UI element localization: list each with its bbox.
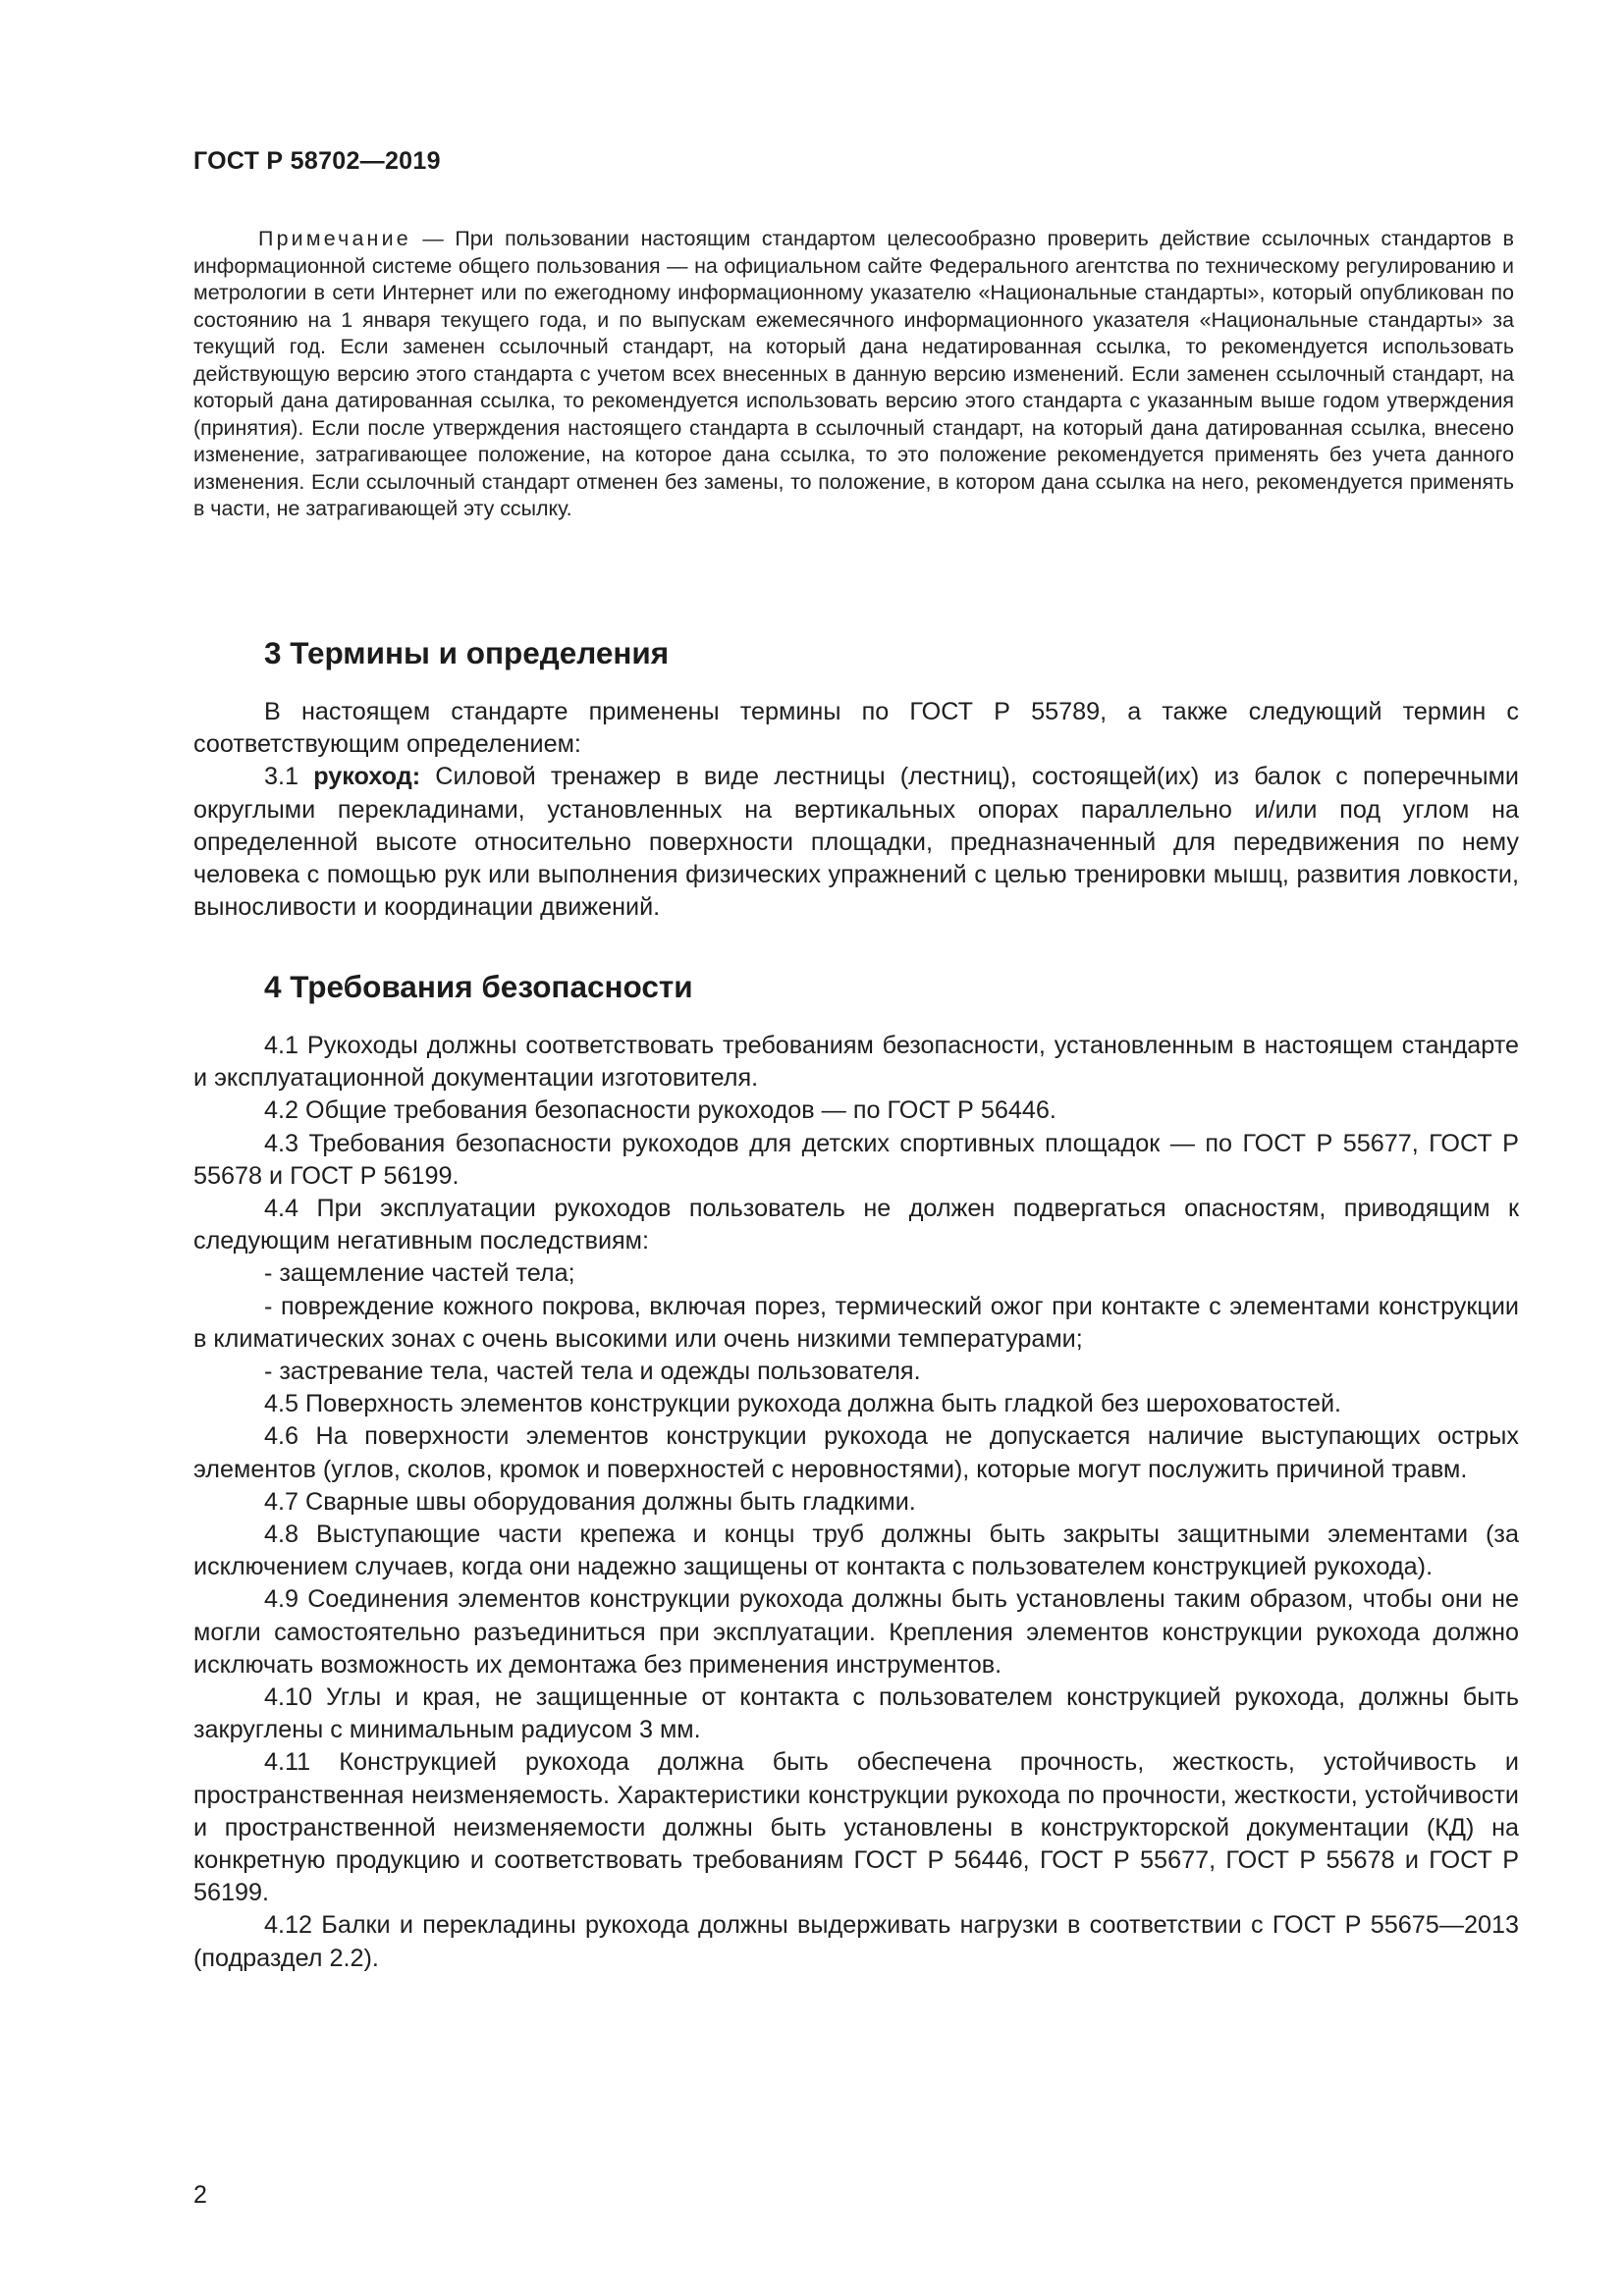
page-number: 2: [193, 2181, 207, 2209]
clause-4-11: 4.11 Конструкцией рукохода должна быть обеспечена прочность, жесткость, устойчивость и пространственная неизменяемость. Характеристики конструкции рукохода по прочности, жесткости, устойчивости и пространственной неизменяемости должны быть установлены в конструкторской документации (КД) на конкретную продукцию и соответствовать требованиям ГОСТ Р 56446, ГОСТ Р 55677, ГОСТ Р 55678 и ГОСТ Р 56199.: [193, 1748, 1519, 1907]
clause-4-12: 4.12 Балки и перекладины рукохода должны выдерживать нагрузки в соответствии с ГОСТ Р 55675—2013 (подраздел 2.2).: [193, 1911, 1519, 1972]
section-3: [193, 633, 1519, 924]
list-item: - застревание тела, частей тела и одежды пользователя.: [264, 1358, 921, 1386]
clause-4-9: 4.9 Соединения элементов конструкции рукохода должны быть установлены таким образом, чтобы они не могли самостоятельно разъединиться при эксплуатации. Крепления элементов конструкции рукохода должно исключать возможность их демонтажа без применения инструментов.: [193, 1585, 1519, 1679]
term-number: 3.1: [264, 763, 314, 791]
list-item: - защемление частей тела;: [264, 1259, 575, 1288]
clause-4-8: 4.8 Выступающие части крепежа и концы труб должны быть закрыты защитными элементами (за исключением случаев, когда они надежно защищены от контакта с пользователем конструкцией рукохода).: [193, 1521, 1519, 1581]
clause-4-10: 4.10 Углы и края, не защищенные от контакта с пользователем конструкцией рукохода, должны быть закруглены с минимальным радиусом 3 мм.: [193, 1683, 1519, 1744]
clause-4-4: 4.4 При эксплуатации рукоходов пользователь не должен подвергаться опасностям, приводящим к следующим негативным последствиям:: [193, 1195, 1519, 1255]
note-text: — При пользовании настоящим стандартом целесообразно проверить действие ссылочных стандартов в информационной системе общего пользования — на официальном сайте Федерального агентства по техническому регулированию и метрологии в сети Интернет или по ежегодному информационному указателю «Национальные стандарты», который опубликован по состоянию на 1 января текущего года, и по выпускам ежемесячного информационного указателя «Национальные стандарты» за текущий год. Если заменен ссылочный стандарт, на который дана недатированная ссылка, то рекомендуется использовать действующую версию этого стандарта с учетом всех внесенных в данную версию изменений. Если заменен ссылочный стандарт, на который дана датированная ссылка, то рекомендуется использовать версию этого стандарта с указанным выше годом утверждения (принятия). Если после утверждения настоящего стандарта в ссылочный стандарт, на который дана датированная ссылка, внесено изменение, затрагивающее положение, на которое дана ссылка, то это положение рекомендуется применять без учета данного изменения. Если ссылочный стандарт отменен без замены, то положение, в котором дана ссылка на него, рекомендуется применять в части, не затрагивающей эту ссылку.: [193, 227, 1514, 520]
term-name: рукоход:: [313, 763, 421, 791]
section-3-title: 3 Термины и определения: [264, 635, 670, 670]
term-definition-text: Силовой тренажер в виде лестницы (лестниц), состоящей(их) из балок с поперечными округлыми перекладинами, установленных на вертикальных опорах параллельно и/или под углом на определенной высоте относительно поверхности площадки, предназначенный для передвижения по нему человека с помощью рук или выполнения физических упражнений с целью тренировки мышц, развития ловкости, выносливости и координации движений.: [193, 763, 1519, 922]
clause-4-1: 4.1 Рукоходы должны соответствовать требованиям безопасности, установленным в настоящем стандарте и эксплуатационной документации изготовителя.: [193, 1032, 1519, 1093]
section-4-body: [193, 1030, 1519, 1975]
list-item: - повреждение кожного покрова, включая порез, термический ожог при контакте с элементами конструкции в климатических зонах с очень высокими или очень низкими температурами;: [193, 1292, 1519, 1353]
clause-4-3: 4.3 Требования безопасности рукоходов для детских спортивных площадок — по ГОСТ Р 55677, ГОСТ Р 55678 и ГОСТ Р 56199.: [193, 1129, 1519, 1190]
note-label: Примечание: [258, 227, 411, 250]
clause-4-7: 4.7 Сварные швы оборудования должны быть гладкими.: [264, 1487, 916, 1516]
section-4-title: 4 Требования безопасности: [264, 969, 693, 1004]
section-4: [193, 967, 1519, 1975]
term-definition: [193, 761, 1519, 924]
clause-4-2: 4.2 Общие требования безопасности рукоходов — по ГОСТ Р 56446.: [264, 1096, 1056, 1125]
section-3-intro: В настоящем стандарте применены термины по ГОСТ Р 55789, а также следующий термин с соответствующим определением:: [193, 698, 1519, 759]
document-header: ГОСТ Р 58702—2019: [193, 147, 441, 175]
reference-note: [193, 226, 1514, 523]
section-3-body: [193, 696, 1519, 924]
clause-4-5: 4.5 Поверхность элементов конструкции рукохода должна быть гладкой без шероховатостей.: [264, 1390, 1342, 1418]
clause-4-6: 4.6 На поверхности элементов конструкции рукохода не допускается наличие выступающих острых элементов (углов, сколов, кромок и поверхностей с неровностями), которые могут послужить причиной травм.: [193, 1422, 1519, 1483]
